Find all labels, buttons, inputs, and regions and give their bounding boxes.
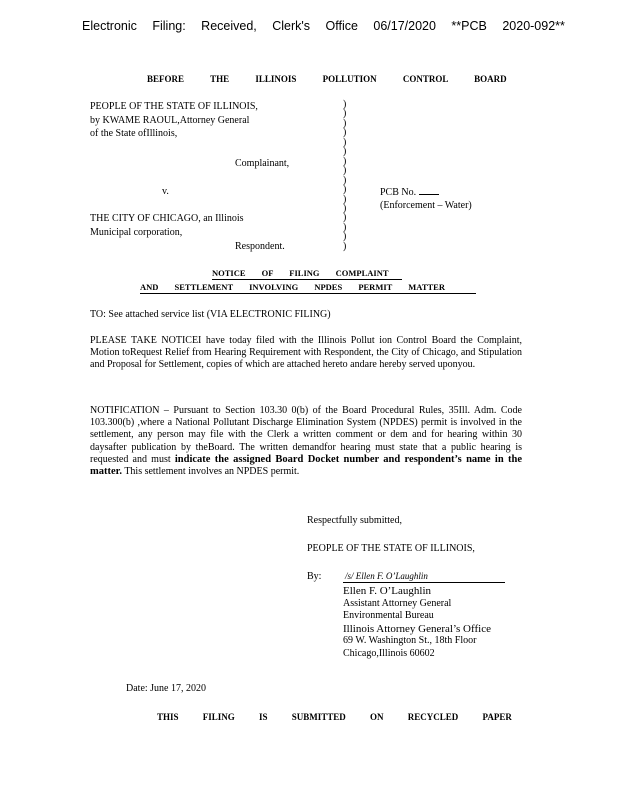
- complainant-label: Complainant,: [235, 158, 290, 169]
- paren: ): [343, 136, 347, 148]
- defendant-block: [90, 212, 244, 239]
- signature-line: [343, 582, 505, 583]
- caption-parentheses: [343, 100, 346, 251]
- recycled-paper-footer: THIS FILING IS SUBMITTED ON RECYCLED PAPER: [157, 712, 512, 722]
- paren: ): [343, 165, 347, 177]
- document-title-line2: AND SETTLEMENT INVOLVING NPDES PERMIT MATTER: [140, 282, 445, 292]
- paren: ): [343, 202, 347, 214]
- signature-party: PEOPLE OF THE STATE OF ILLINOIS,: [307, 543, 475, 554]
- signer-title: Assistant Attorney General: [343, 597, 452, 609]
- board-heading: BEFORE THE ILLINOIS POLLUTION CONTROL BOARD: [147, 74, 507, 84]
- service-to-line: TO: See attached service list (VIA ELECTRONIC FILING): [90, 309, 331, 320]
- document-title-line1: NOTICE OF FILING COMPLAINT: [212, 268, 389, 278]
- by-label: By:: [307, 571, 322, 582]
- filing-stamp: Electronic Filing: Received, Clerk's Office 06/17/2020 **PCB 2020-092**: [82, 19, 565, 33]
- notice-paragraph: PLEASE TAKE NOTICEI have today filed with the Illinois Pollut ion Control Board the Complaint, Motion toRequest Relief from Hearing Requirement with Respondent, the City of Chicago, and Stipulation and Proposal for Settlement, copies of which are attached hereto andare hereby served uponyou.: [90, 335, 522, 371]
- versus-label: v.: [162, 186, 169, 197]
- paren: ): [343, 99, 347, 110]
- respectfully-submitted: Respectfully submitted,: [307, 515, 402, 526]
- notification-paragraph: [90, 405, 522, 478]
- defendant-line: THE CITY OF CHICAGO, an Illinois: [90, 213, 244, 224]
- paren: ): [343, 193, 347, 205]
- paren: ): [343, 212, 347, 224]
- pcb-number-blank: [419, 185, 439, 195]
- paren: ): [343, 240, 347, 252]
- paren: ): [343, 184, 347, 196]
- paren: ): [343, 231, 347, 243]
- plaintiff-line: of the State ofIllinois,: [90, 128, 178, 139]
- plaintiff-line: PEOPLE OF THE STATE OF ILLINOIS,: [90, 101, 258, 112]
- plaintiff-block: [90, 100, 258, 141]
- enforcement-label: (Enforcement – Water): [380, 200, 472, 211]
- notification-tail: This settlement involves an NPDES permit.: [124, 466, 300, 478]
- date-line: Date: June 17, 2020: [126, 683, 206, 694]
- signer-address-line1: 69 W. Washington St., 18th Floor: [343, 635, 477, 647]
- paren: ): [343, 127, 347, 139]
- signer-address-line2: Chicago,Illinois 60602: [343, 647, 435, 659]
- paren: ): [343, 155, 347, 167]
- title-underline: [212, 279, 402, 280]
- electronic-signature: /s/ Ellen F. O’Laughlin: [345, 571, 428, 581]
- paren: ): [343, 221, 347, 233]
- notification-bold-text: indicate the assigned Board Docket number and respondent’s name in the matter.: [90, 453, 523, 478]
- paren: ): [343, 174, 347, 186]
- paren: ): [343, 117, 347, 129]
- notification-text: NOTIFICATION – Pursuant to Section 103.30 0(b) of the Board Procedural Rules, 35Ill. Adm. Code 103.300(b) ,where a National Pollutant Discharge Elimination System (NPDES) permit is involved in the settlement, any person may file with the Clerk a written comment or dem and for hearing within 30 daysafter publication by theBoard. The written demandfor hearing must state that a public hearing is requested and must: [90, 405, 522, 465]
- pcb-number: [380, 185, 439, 200]
- signer-office: Illinois Attorney General’s Office: [343, 622, 491, 635]
- paren: ): [343, 108, 347, 120]
- plaintiff-line: by KWAME RAOUL,Attorney General: [90, 114, 250, 126]
- signer-block: [343, 585, 491, 661]
- pcb-number-label: PCB No.: [380, 187, 417, 198]
- defendant-line: Municipal corporation,: [90, 226, 183, 238]
- respondent-label: Respondent.: [235, 241, 285, 252]
- paren: ): [343, 146, 347, 158]
- signer-bureau: Environmental Bureau: [343, 610, 434, 622]
- signer-name: Ellen F. O’Laughlin: [343, 585, 432, 597]
- title-underline: [140, 293, 476, 294]
